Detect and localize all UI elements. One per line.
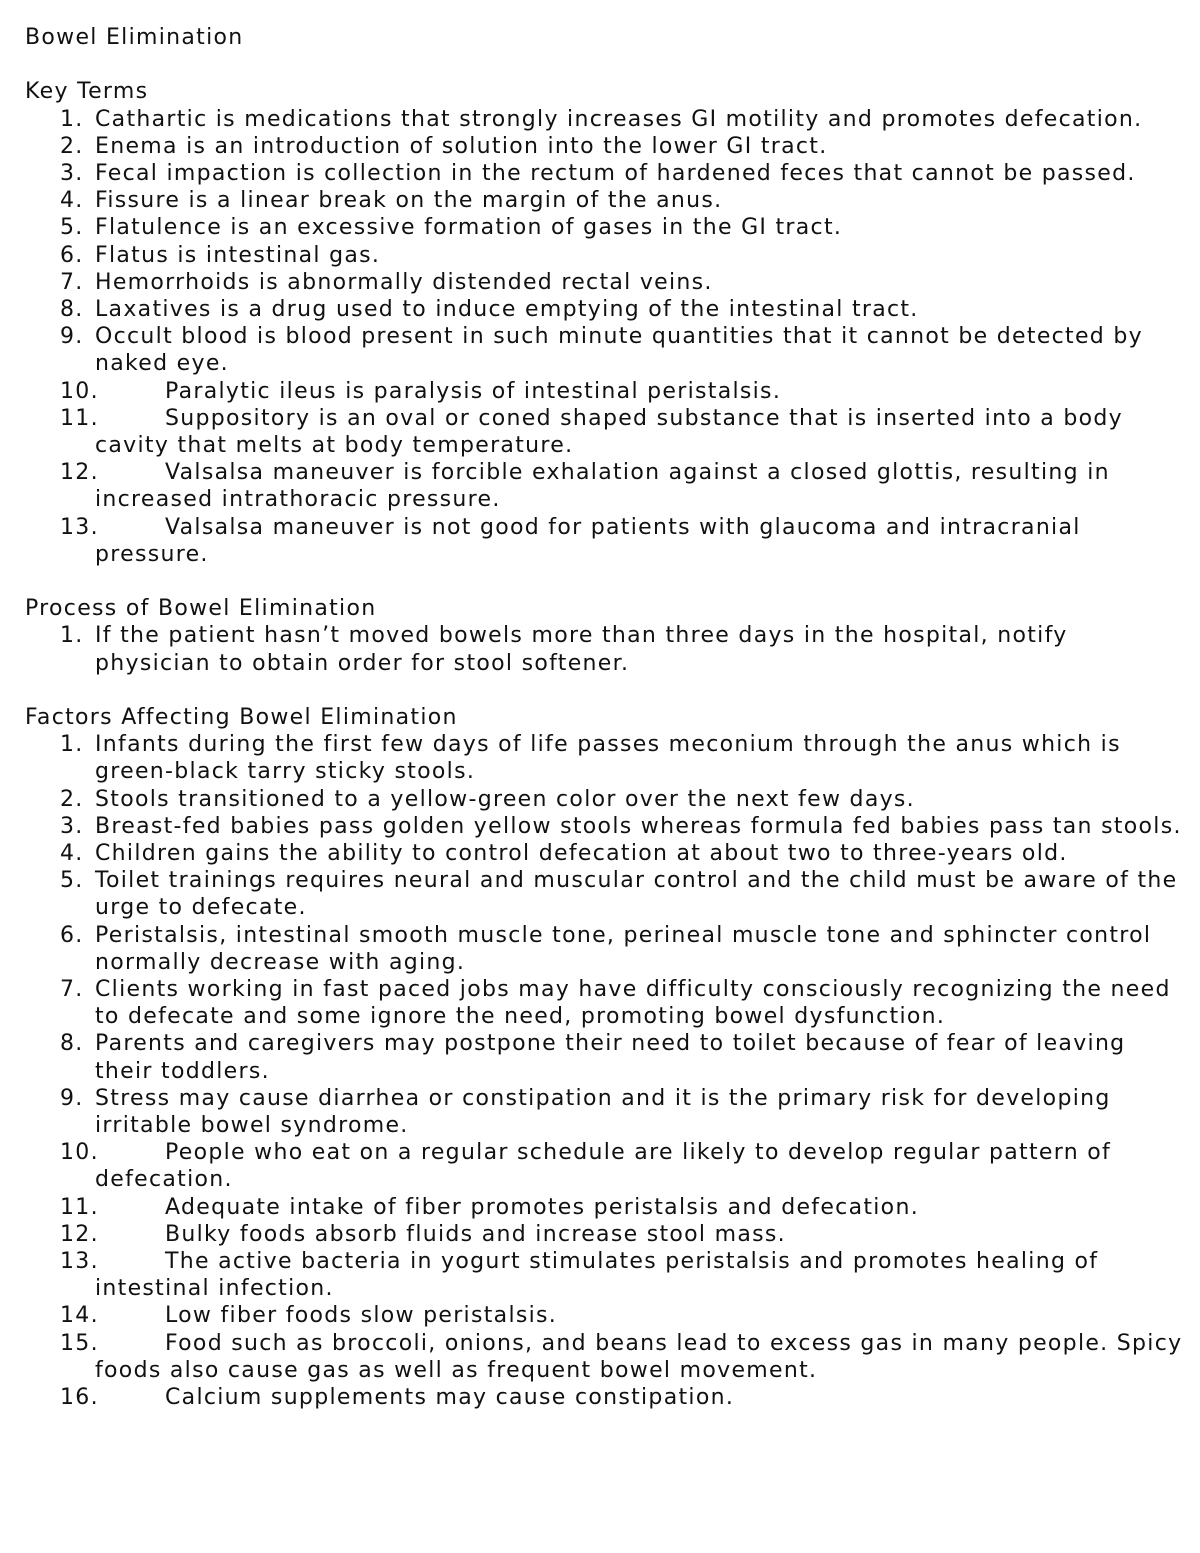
- list-text: Bulky foods absorb fluids and increase stool mass.: [165, 1221, 786, 1247]
- list-item: [25, 214, 1185, 241]
- list-text: Occult blood is blood present in such minute quantities that it cannot be detected by naked eye.: [95, 324, 1143, 377]
- spacer: [25, 568, 1185, 595]
- list-text: Suppository is an oval or coned shaped substance that is inserted into a body cavity that melts at body temperature.: [95, 405, 1123, 458]
- list-number: 9.: [60, 1085, 84, 1111]
- list-number: 13.: [60, 1249, 99, 1275]
- factors-list: [25, 731, 1185, 1411]
- list-item: [25, 1221, 1185, 1248]
- list-item: [25, 1302, 1185, 1329]
- list-number: 2.: [60, 786, 84, 812]
- list-item: [25, 976, 1185, 1030]
- list-item: [25, 840, 1185, 867]
- list-text: Parents and caregivers may postpone their need to toilet because of fear of leaving their toddlers.: [95, 1031, 1126, 1084]
- section-heading-key-terms: Key Terms: [25, 79, 149, 105]
- list-item: [25, 378, 1185, 405]
- list-text: Food such as broccoli, onions, and beans lead to excess gas in many people. Spicy foods also cause gas as well as frequent bowel movement.: [95, 1330, 1183, 1383]
- list-number: 12.: [60, 1221, 99, 1247]
- document-body: [25, 24, 1185, 1411]
- list-text: Clients working in fast paced jobs may have difficulty consciously recognizing the need to defecate and some ignore the need, promoting bowel dysfunction.: [95, 977, 1171, 1030]
- list-number: 1.: [60, 623, 84, 649]
- list-item: [25, 1248, 1185, 1302]
- list-number: 10.: [60, 1140, 99, 1166]
- list-text: Flatus is intestinal gas.: [95, 242, 381, 268]
- key-terms-list: [25, 106, 1185, 568]
- list-item: [25, 459, 1185, 513]
- list-item: [25, 786, 1185, 813]
- list-number: 3.: [60, 813, 84, 839]
- list-number: 15.: [60, 1330, 99, 1356]
- list-text: If the patient hasn’t moved bowels more than three days in the hospital, notify physician to obtain order for stool softener.: [95, 623, 1068, 676]
- list-text: People who eat on a regular schedule are likely to develop regular pattern of defecation.: [95, 1140, 1112, 1193]
- list-number: 1.: [60, 106, 84, 132]
- list-number: 5.: [60, 215, 84, 241]
- list-number: 6.: [60, 242, 84, 268]
- list-number: 12.: [60, 460, 99, 486]
- list-item: [25, 1030, 1185, 1084]
- process-list: [25, 622, 1185, 676]
- list-item: [25, 867, 1185, 921]
- list-item: [25, 514, 1185, 568]
- list-text: Flatulence is an excessive formation of gases in the GI tract.: [95, 215, 843, 241]
- list-number: 11.: [60, 405, 99, 431]
- list-text: Breast-fed babies pass golden yellow stools whereas formula fed babies pass tan stools.: [95, 813, 1182, 839]
- list-number: 3.: [60, 160, 84, 186]
- list-number: 7.: [60, 977, 84, 1002]
- list-text: Toilet trainings requires neural and muscular control and the child must be aware of the urge to defecate.: [95, 868, 1178, 921]
- list-item: [25, 242, 1185, 269]
- list-text: Paralytic ileus is paralysis of intestinal peristalsis.: [165, 378, 782, 404]
- list-item: [25, 133, 1185, 160]
- list-number: 11.: [60, 1194, 99, 1220]
- list-text: Stools transitioned to a yellow-green color over the next few days.: [95, 786, 915, 812]
- list-number: 16.: [60, 1385, 99, 1411]
- list-text: Adequate intake of fiber promotes peristalsis and defecation.: [165, 1194, 919, 1220]
- list-item: [25, 1085, 1185, 1139]
- list-text: Peristalsis, intestinal smooth muscle tone, perineal muscle tone and sphincter control normally decrease with aging.: [95, 922, 1152, 975]
- list-text: Fissure is a linear break on the margin of the anus.: [95, 188, 723, 214]
- list-number: 6.: [60, 922, 84, 948]
- list-number: 4.: [60, 188, 84, 214]
- list-number: 4.: [60, 840, 84, 866]
- list-text: Valsalsa maneuver is not good for patients with glaucoma and intracranial pressure.: [95, 514, 1081, 567]
- list-number: 13.: [60, 514, 99, 540]
- list-text: The active bacteria in yogurt stimulates peristalsis and promotes healing of intestinal infection.: [95, 1249, 1099, 1302]
- list-text: Hemorrhoids is abnormally distended rectal veins.: [95, 269, 713, 295]
- list-text: Low fiber foods slow peristalsis.: [165, 1303, 558, 1329]
- list-number: 8.: [60, 296, 84, 322]
- list-item: [25, 922, 1185, 976]
- list-item: [25, 1384, 1185, 1411]
- list-text: Stress may cause diarrhea or constipation and it is the primary risk for developing irritable bowel syndrome.: [95, 1085, 1111, 1139]
- list-number: 8.: [60, 1031, 84, 1057]
- list-text: Valsalsa maneuver is forcible exhalation against a closed glottis, resulting in increased intrathoracic pressure.: [95, 460, 1110, 513]
- list-item: [25, 296, 1185, 323]
- list-text: Enema is an introduction of solution into the lower GI tract.: [95, 133, 828, 159]
- list-item: [25, 106, 1185, 133]
- list-item: [25, 622, 1185, 676]
- list-number: 5.: [60, 868, 84, 894]
- list-item: [25, 1139, 1185, 1193]
- list-item: [25, 323, 1185, 377]
- spacer: [25, 677, 1185, 704]
- list-item: [25, 160, 1185, 187]
- list-item: [25, 1194, 1185, 1221]
- list-text: Laxatives is a drug used to induce emptying of the intestinal tract.: [95, 296, 919, 322]
- list-text: Fecal impaction is collection in the rectum of hardened feces that cannot be passed.: [95, 160, 1136, 186]
- list-text: Children gains the ability to control defecation at about two to three-years old.: [95, 840, 1068, 866]
- section-heading-process: Process of Bowel Elimination: [25, 596, 377, 622]
- list-item: [25, 1330, 1185, 1384]
- list-item: [25, 187, 1185, 214]
- section-heading-factors: Factors Affecting Bowel Elimination: [25, 704, 458, 730]
- list-item: [25, 731, 1185, 785]
- spacer: [25, 51, 1185, 78]
- list-number: 9.: [60, 324, 84, 350]
- document-title: Bowel Elimination: [25, 25, 244, 50]
- list-number: 1.: [60, 732, 84, 758]
- list-item: [25, 813, 1185, 840]
- list-number: 10.: [60, 378, 99, 404]
- list-number: 2.: [60, 133, 84, 159]
- list-text: Infants during the first few days of life passes meconium through the anus which is green-black tarry sticky stools.: [95, 732, 1121, 785]
- list-item: [25, 269, 1185, 296]
- list-item: [25, 405, 1185, 459]
- list-text: Cathartic is medications that strongly increases GI motility and promotes defecation.: [95, 106, 1143, 132]
- list-number: 14.: [60, 1303, 99, 1329]
- list-text: Calcium supplements may cause constipation.: [165, 1385, 735, 1411]
- list-number: 7.: [60, 269, 84, 295]
